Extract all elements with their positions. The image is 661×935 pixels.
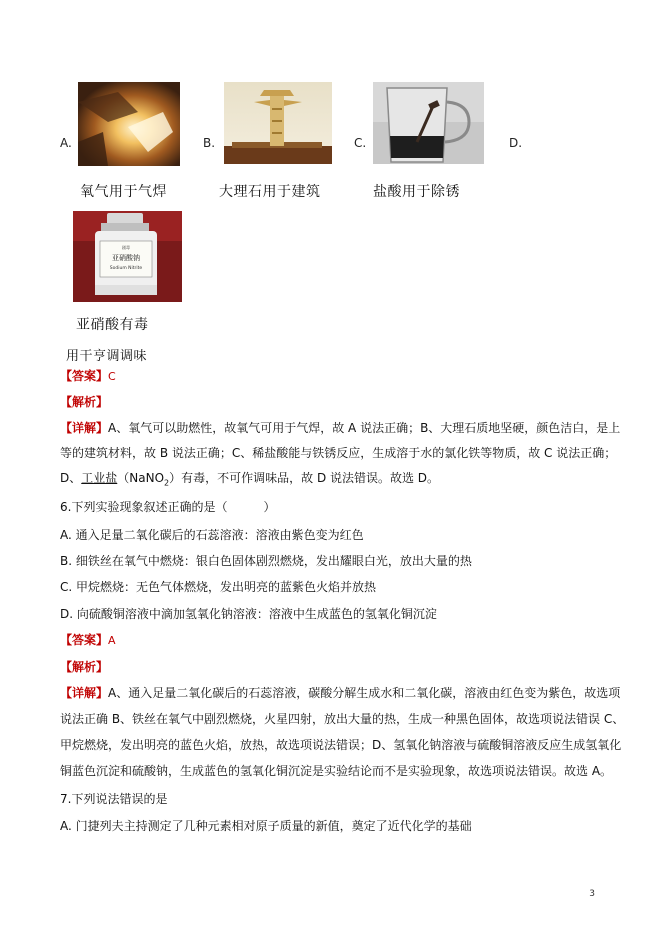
option-b-label: B. (203, 136, 216, 150)
welding-photo (78, 82, 180, 166)
caption-welding: 氧气用于气焊 (80, 184, 167, 200)
q6-answer-tag: 【答案】 (60, 633, 109, 647)
caption-nitrite: 亚硝酸有毒 (76, 317, 149, 333)
caption-extra: 用干亨调调味 (66, 349, 148, 364)
q5-detail-3-pre: D、 (60, 471, 82, 485)
analysis-tag: 【解析】 (60, 395, 109, 409)
q6-stem: 6.下列实验现象叙述正确的是（ ） (60, 500, 276, 514)
q7-stem: 7.下列说法错误的是 (60, 792, 168, 806)
caption-marble: 大理石用于建筑 (219, 184, 321, 200)
q5-detail-3-post: （NaNO (117, 471, 165, 485)
q6-option-b: B. 细铁丝在氧气中燃烧：银白色固体剧烈燃烧，发出耀眼白光，放出大量的热 (60, 554, 472, 568)
q6-answer: A (108, 634, 116, 647)
q6-option-a: A. 通入足量二氧化碳后的石蕊溶液：溶液由紫色变为红色 (60, 528, 364, 542)
option-c-label: C. (354, 136, 367, 150)
answer-tag: 【答案】 (60, 369, 109, 383)
q5-detail-3-sub: 2 (164, 478, 170, 488)
marble-column-photo (224, 82, 332, 164)
nitrite-bottle-photo (73, 211, 182, 302)
q5-detail-line-3 (60, 471, 439, 490)
q6-option-d: D. 向硫酸铜溶液中滴加氢氧化钠溶液：溶液中生成蓝色的氢氧化铜沉淀 (60, 607, 437, 621)
bottle-label-main: 亚硝酸钠 (112, 254, 140, 262)
q5-detail-3-underline: 工业盐 (81, 471, 118, 485)
detail-tag: 【详解】 (60, 421, 109, 435)
q5-answer: C (108, 370, 116, 383)
q6-analysis-line (60, 660, 108, 675)
q5-detail-text-1: A、氧气可以助燃性，故氧气可用于气焊，故 A 说法正确；B、大理石质地坚硬，颜色洁白，是上 (108, 421, 621, 435)
q6-detail-line-3: 甲烷燃烧，发出明亮的蓝色火焰，放热，故选项说法错误；D、氢氧化钠溶液与硫酸铜溶液反应生成氢氧化 (60, 738, 622, 752)
q5-analysis-line (60, 395, 108, 410)
bottle-label-sub: Sodium Nitrite (109, 266, 143, 271)
q6-detail-text-1: A、通入足量二氧化碳后的石蕊溶液，碳酸分解生成水和二氧化碳，溶液由红色变为紫色，故选项 (108, 686, 621, 700)
q5-answer-line (60, 369, 116, 384)
option-d-label: D. (509, 136, 523, 150)
bottle-label-top: 剧毒 (122, 245, 130, 250)
q6-detail-line-1 (60, 686, 620, 701)
q5-detail-3-end: ）有毒，不可作调味品，故 D 说法错误。故选 D。 (169, 471, 440, 485)
caption-rust: 盐酸用于除锈 (373, 184, 460, 200)
q6-detail-line-4: 铜蓝色沉淀和硫酸钠，生成蓝色的氢氧化铜沉淀是实验结论而不是实验现象，故选项说法错误。故选 A。 (60, 764, 613, 778)
q6-option-c: C. 甲烷燃烧：无色气体燃烧，发出明亮的蓝紫色火焰并放热 (60, 580, 377, 594)
q5-detail-line-1 (60, 421, 620, 436)
page-number: 3 (589, 889, 595, 899)
q6-answer-line (60, 633, 116, 648)
option-a-label: A. (60, 136, 72, 150)
beaker-photo (373, 82, 484, 164)
q7-option-a: A. 门捷列夫主持测定了几种元素相对原子质量的新值，奠定了近代化学的基础 (60, 819, 472, 833)
q6-detail-line-2: 说法正确 B、铁丝在氧气中剧烈燃烧，火星四射，放出大量的热，生成一种黑色固体，故选项说法错误 C、 (60, 712, 625, 726)
q5-detail-line-2: 等的建筑材料，故 B 说法正确；C、稀盐酸能与铁锈反应，生成溶于水的氯化铁等物质，故 C 说法正确； (60, 446, 617, 460)
q6-analysis-tag: 【解析】 (60, 660, 109, 674)
q6-detail-tag: 【详解】 (60, 686, 109, 700)
